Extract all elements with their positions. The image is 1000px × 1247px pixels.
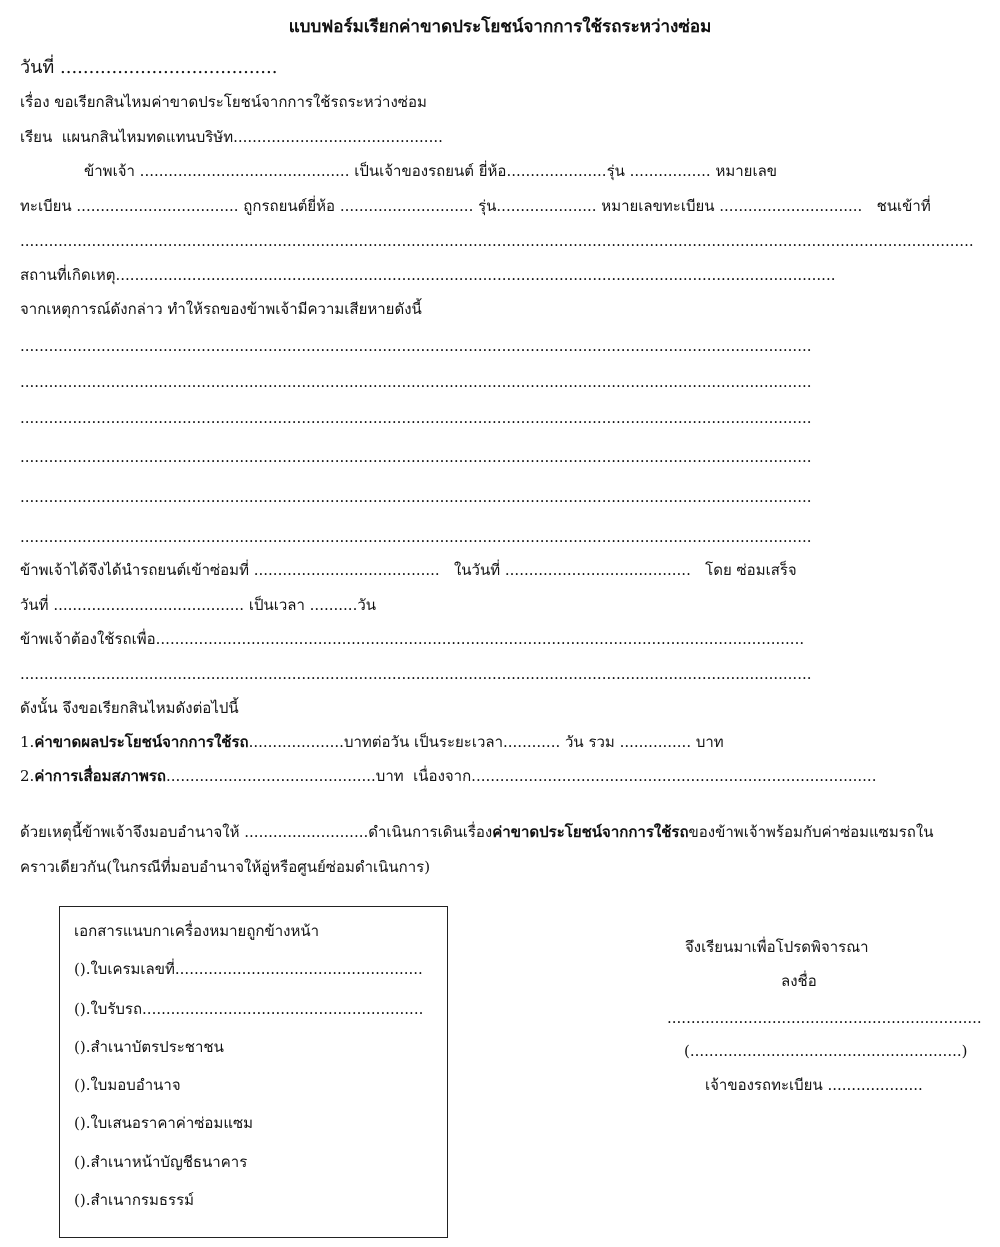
authorization-bold-text: ค่าขาดประโยชน์จากการใช้รถ (492, 823, 689, 841)
authorization-line (20, 822, 933, 842)
claim-detail: ....................บาทต่อวัน เป็นระยะเวลา............ วัน รวม ............... บาท (248, 733, 724, 751)
date-line: วันที่ ...................................... (20, 57, 278, 78)
subject-line: เรื่อง ขอเรียกสินไหมค่าขาดประโยชน์จากการใช้รถระหว่างซ่อม (20, 93, 427, 111)
sign-label: ลงชื่อ (781, 972, 817, 990)
attachment-item: ().ใบมอบอำนาจ (74, 1076, 181, 1094)
damage-fill-line: ...................................................................................................................................................................... (20, 409, 812, 427)
attachment-item: ().สำเนากรมธรรม์ (74, 1191, 195, 1209)
closing-text: จึงเรียนมาเพื่อโปรดพิจารณา (685, 938, 869, 956)
usage-line: ข้าพเจ้าต้องใช้รถเพื่อ........................................................................................................................................ (20, 630, 805, 648)
damage-fill-line: ...................................................................................................................................................................... (20, 373, 812, 391)
claim-label: ค่าการเสื่อมสภาพรถ (34, 767, 167, 785)
authorization-text-end: ของข้าพเจ้าพร้อมกับค่าซ่อมแซมรถใน (688, 823, 934, 841)
damage-fill-line: ...................................................................................................................................................................... (20, 448, 812, 466)
printed-name-line: (.........................................................) (684, 1042, 968, 1060)
attachments-box (59, 906, 448, 1238)
claim-number: 1. (20, 733, 35, 751)
authorization-text: ด้วยเหตุนี้ข้าพเจ้าจึงมอบอำนาจให้ ..........................ดำเนินการเดินเรื่อง (20, 823, 493, 841)
attachment-item: ().ใบรับรถ........................................................... (74, 1000, 424, 1018)
damage-fill-line: ...................................................................................................................................................................... (20, 488, 812, 506)
attachment-item: ().ใบเครมเลขที่.................................................... (74, 960, 423, 978)
claim-number: 2. (20, 767, 35, 785)
to-line: เรียน แผนกสินไหมทดแทนบริษัท............................................ (20, 128, 443, 146)
attachment-item: ().สำเนาบัตรประชาชน (74, 1038, 224, 1056)
damage-fill-line: ...................................................................................................................................................................... (20, 528, 812, 546)
form-title: แบบฟอร์มเรียกค่าขาดประโยชน์จากการใช้รถระหว่างซ่อม (288, 17, 712, 37)
usage-fill-line: ...................................................................................................................................................................... (20, 665, 812, 683)
owner-line: ข้าพเจ้า ............................................ เป็นเจ้าของรถยนต์ ยี่ห้อ.....................รุ่น ................. หมายเลข (84, 162, 778, 180)
damage-fill-line: ...................................................................................................................................................................... (20, 337, 812, 355)
attachment-item: ().สำเนาหน้าบัญชีธนาคาร (74, 1153, 248, 1171)
signature-line: .................................................................. (667, 1009, 982, 1027)
fill-line: ........................................................................................................................................................................................................ (20, 232, 974, 250)
claim-intro-line: ดังนั้น จึงขอเรียกสินไหมดังต่อไปนี้ (20, 699, 239, 717)
authorization-line-2: คราวเดียวกัน(ในกรณีที่มอบอำนาจให้อู่หรือศูนย์ซ่อมดำเนินการ) (20, 858, 431, 876)
attachments-header: เอกสารแนบกาเครื่องหมายถูกข้างหน้า (74, 922, 320, 940)
plate-line: ทะเบียน .................................. ถูกรถยนต์ยี่ห้อ ............................ รุ่น..................... หมายเลขทะเบียน .............................. ชนเข้าที่ (20, 197, 931, 215)
repair-shop-line: ข้าพเจ้าได้จึงได้นำรถยนต์เข้าซ่อมที่ ....................................... ในวันที่ ....................................... โดย ซ่อมเสร็จ (20, 561, 797, 579)
damage-intro-line: จากเหตุการณ์ดังกล่าว ทำให้รถของข้าพเจ้ามีความเสียหายดังนี้ (20, 300, 422, 318)
location-line: สถานที่เกิดเหตุ....................................................................................................................................................... (20, 266, 836, 284)
repair-duration-line: วันที่ ........................................ เป็นเวลา ..........วัน (20, 596, 377, 614)
owner-plate-line: เจ้าของรถทะเบียน .................... (705, 1076, 923, 1094)
claim-detail: ............................................บาท เนื่องจาก..................................................................................... (166, 767, 877, 785)
claim-label: ค่าขาดผลประโยชน์จากการใช้รถ (34, 733, 249, 751)
claim-item-2 (20, 766, 876, 786)
claim-item-1 (20, 732, 724, 752)
attachment-item: ().ใบเสนอราคาค่าซ่อมแซม (74, 1114, 254, 1132)
